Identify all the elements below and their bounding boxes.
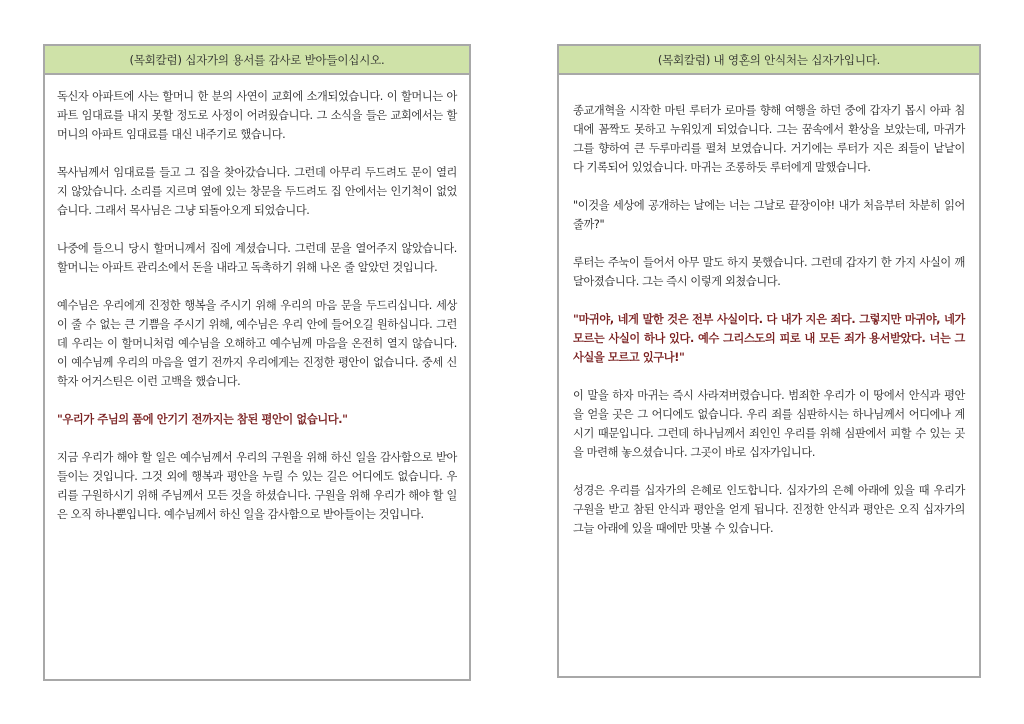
left-paragraph-4: 예수님은 우리에게 진정한 행복을 주시기 위해 우리의 마음 문을 두드리십니다. 세상이 줄 수 없는 큰 기쁨을 주시기 위해, 예수님은 우리 안에 들어오길 원하십니다. 그런데 우리는 이 할머니처럼 예수님을 오해하고 예수님께 마음을 온전히 열지 않습니다. 이 예수님께 우리의 마음을 열기 전까지 우리에게는 진정한 평안이 없습니다. 중세 신학자 어거스틴은 이런 고백을 했습니다. bbox=[57, 299, 457, 388]
right-paragraph-4: 성경은 우리를 십자가의 은혜로 인도합니다. 십자가의 은혜 아래에 있을 때 우리가 구원을 받고 참된 안식과 평안을 얻게 됩니다. 진정한 안식과 평안은 오직 십자가의 그늘 아래에 있을 때에만 맛볼 수 있습니다. bbox=[573, 484, 965, 535]
right-paragraph-2: 루터는 주눅이 들어서 아무 말도 하지 못했습니다. 그런데 갑자기 한 가지 사실이 깨달아졌습니다. 그는 즉시 이렇게 외쳤습니다. bbox=[573, 256, 965, 288]
left-paragraph-3: 나중에 들으니 당시 할머니께서 집에 계셨습니다. 그런데 문을 열어주지 않았습니다. 할머니는 아파트 관리소에서 돈을 내라고 독촉하기 위해 나온 줄 알았던 것입니다. bbox=[57, 242, 457, 274]
right-paragraph-3: 이 말을 하자 마귀는 즉시 사라져버렸습니다. 범죄한 우리가 이 땅에서 안식과 평안을 얻을 곳은 그 어디에도 없습니다. 우리 죄를 심판하시는 하나님께서 어디에나 계시기 때문입니다. 그런데 하나님께서 죄인인 우리를 위해 심판에서 피할 수 있는 곳을 마련해 놓으셨습니다. 그곳이 바로 십자가입니다. bbox=[573, 389, 965, 459]
left-paragraph-5: 지금 우리가 해야 할 일은 예수님께서 우리의 구원을 위해 하신 일을 감사함으로 받아들이는 것입니다. 그것 외에 행복과 평안을 누릴 수 있는 길은 어디에도 없습니다. 우리를 구원하시기 위해 주님께서 모든 것을 하셨습니다. 구원을 위해 우리가 해야 할 일은 오직 하나뿐입니다. 예수님께서 하신 일을 감사함으로 받아들이는 것입니다. bbox=[57, 451, 457, 521]
right-column-title: (목회칼럼) 내 영혼의 안식처는 십자가입니다. bbox=[559, 46, 979, 75]
left-column-panel bbox=[43, 44, 471, 681]
left-column-body bbox=[45, 75, 469, 524]
left-quote: "우리가 주님의 품에 안기기 전까지는 참된 평안이 없습니다." bbox=[57, 413, 348, 426]
left-paragraph-2: 목사님께서 임대료를 들고 그 집을 찾아갔습니다. 그런데 아무리 두드려도 문이 열리지 않았습니다. 소리를 지르며 옆에 있는 창문을 두드려도 집 안에서는 인기척이 없었습니다. 그래서 목사님은 그냥 되돌아오게 되었습니다. bbox=[57, 166, 457, 217]
right-quote-luther: "마귀야, 네게 말한 것은 전부 사실이다. 다 내가 지은 죄다. 그렇지만 마귀야, 네가 모르는 사실이 하나 있다. 예수 그리스도의 피로 내 모든 죄가 용서받았다. 너는 그 사실을 모르고 있구나!" bbox=[573, 313, 965, 364]
left-column-title: (목회칼럼) 십자가의 용서를 감사로 받아들이십시오. bbox=[45, 46, 469, 75]
right-column-body bbox=[559, 75, 979, 538]
right-column-panel bbox=[557, 44, 981, 678]
right-quote-mock: "이것을 세상에 공개하는 날에는 너는 그날로 끝장이야! 내가 처음부터 차분히 읽어줄까?" bbox=[573, 199, 965, 231]
right-paragraph-1: 종교개혁을 시작한 마틴 루터가 로마를 향해 여행을 하던 중에 갑자기 몹시 아파 침대에 꼼짝도 못하고 누워있게 되었습니다. 그는 꿈속에서 환상을 보았는데, 마귀가 그를 향하여 큰 두루마리를 펼쳐 보였습니다. 거기에는 루터가 지은 죄들이 낱낱이 다 기록되어 있었습니다. 마귀는 조롱하듯 루터에게 말했습니다. bbox=[573, 104, 965, 174]
left-paragraph-1: 독신자 아파트에 사는 할머니 한 분의 사연이 교회에 소개되었습니다. 이 할머니는 아파트 임대료를 내지 못할 정도로 사정이 어려웠습니다. 그 소식을 들은 교회에서는 할머니의 아파트 임대료를 대신 내주기로 했습니다. bbox=[57, 90, 457, 141]
